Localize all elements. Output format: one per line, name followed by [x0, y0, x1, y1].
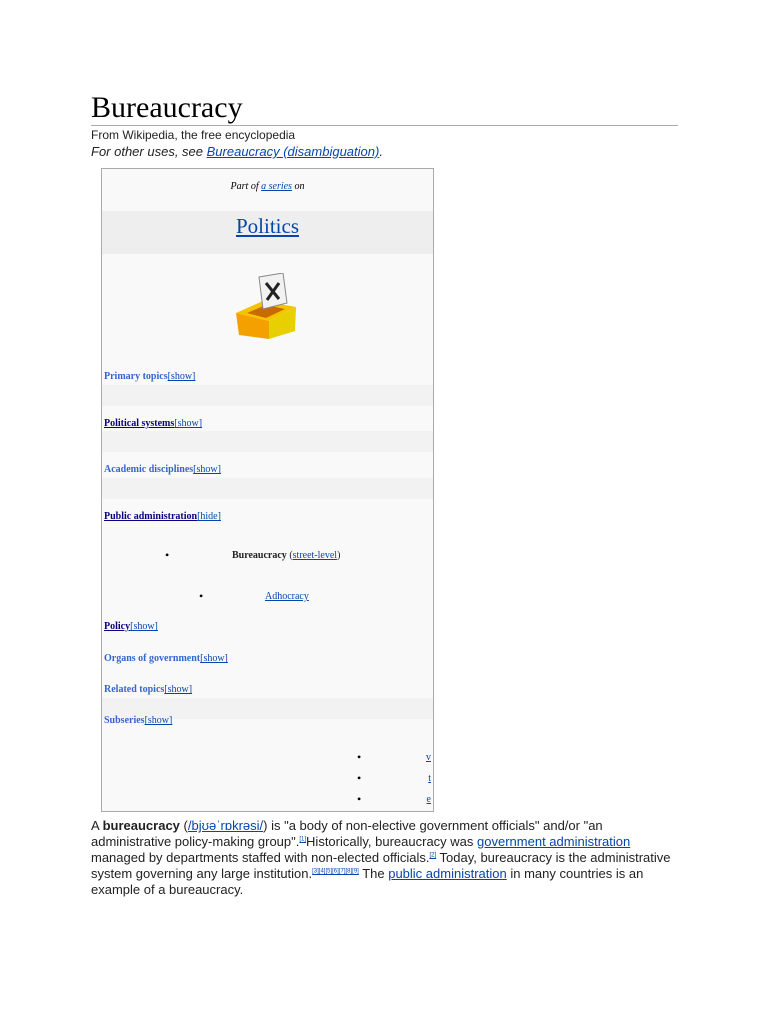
infobox-heading [102, 211, 433, 241]
bullet: • [357, 750, 362, 764]
section-stripe [102, 431, 433, 452]
series-caption [102, 181, 433, 192]
show-toggle[interactable]: [show] [174, 418, 203, 429]
text: ) is "a body of non-elective government officials" and/or "an administrative policy-making group". [91, 818, 603, 849]
section-public-administration[interactable] [104, 511, 221, 523]
bullet: • [165, 548, 170, 562]
hide-toggle[interactable]: [hide] [197, 511, 221, 522]
section-label: Organs of government [104, 653, 201, 664]
text: Historically, bureaucracy was [306, 834, 478, 849]
navbar-edit-link[interactable]: e [426, 794, 431, 805]
bullet: • [357, 771, 362, 785]
hatnote-suffix: . [379, 144, 383, 159]
section-label: Subseries [104, 715, 145, 726]
bullet: • [357, 792, 362, 806]
hatnote [91, 144, 383, 160]
show-toggle[interactable]: [show] [167, 371, 196, 382]
bullet: • [199, 589, 204, 603]
show-toggle[interactable]: [show] [200, 653, 228, 664]
ipa-link[interactable]: /bjʊəˈrɒkrəsi/ [187, 818, 264, 833]
ballot-box-icon[interactable] [233, 273, 299, 339]
section-organs-of-government[interactable] [104, 653, 228, 665]
government-administration-link[interactable]: government administration [477, 834, 631, 849]
section-related-topics[interactable] [104, 684, 192, 696]
section-label: Related topics [104, 684, 165, 695]
section-label: Academic disciplines [104, 464, 194, 475]
disambiguation-link[interactable]: Bureaucracy (disambiguation) [206, 144, 380, 159]
show-toggle[interactable]: [show] [193, 464, 221, 475]
section-label[interactable]: Political systems [104, 418, 175, 429]
ref-link[interactable]: [3][4][5][6][7][8][9] [312, 868, 359, 875]
title-divider [91, 125, 678, 126]
series-suffix: on [291, 181, 305, 192]
show-toggle[interactable]: [show] [130, 621, 158, 632]
section-label[interactable]: Policy [104, 621, 131, 632]
section-political-systems[interactable] [104, 418, 202, 430]
ref-link[interactable]: [2] [429, 852, 437, 859]
ref-link[interactable]: [1] [299, 836, 307, 843]
series-prefix: Part of [230, 181, 262, 192]
section-subseries[interactable] [104, 715, 172, 727]
section-label: Primary topics [104, 371, 168, 382]
politics-heading-link[interactable]: Politics [235, 214, 299, 238]
page-title: Bureaucracy [91, 91, 243, 124]
paren-open: ( [286, 550, 293, 561]
section-primary-topics[interactable] [104, 371, 195, 383]
politics-infobox [101, 168, 434, 812]
text: Today, bureaucracy is the administrative system governing any large institution. [91, 850, 671, 881]
navbar-talk-link[interactable]: t [428, 773, 431, 784]
bureaucracy-item [232, 550, 340, 561]
site-tagline: From Wikipedia, the free encyclopedia [91, 128, 296, 142]
show-toggle[interactable]: [show] [144, 715, 173, 726]
navbar-view-link[interactable]: v [426, 752, 431, 763]
hatnote-prefix: For other uses, see [91, 144, 207, 159]
text: in many countries is an example of a bureaucracy. [91, 866, 644, 897]
section-stripe [102, 385, 433, 406]
text: managed by departments staffed with non-elected officials. [91, 850, 430, 865]
adhocracy-link[interactable]: Adhocracy [265, 591, 309, 602]
public-administration-link[interactable]: public administration [388, 866, 507, 881]
text: The [358, 866, 389, 881]
term-bold: bureaucracy [102, 818, 180, 833]
show-toggle[interactable]: [show] [164, 684, 193, 695]
paren-close: ) [337, 550, 341, 561]
bureaucracy-current: Bureaucracy [232, 550, 287, 561]
section-academic-disciplines[interactable] [104, 464, 221, 476]
text: ( [179, 818, 188, 833]
street-level-link[interactable]: street-level [292, 550, 338, 561]
text: A [91, 818, 103, 833]
section-stripe [102, 478, 433, 499]
series-link[interactable]: a series [261, 181, 292, 192]
section-label[interactable]: Public administration [104, 511, 198, 522]
lead-paragraph [91, 818, 681, 898]
section-policy[interactable] [104, 621, 158, 633]
